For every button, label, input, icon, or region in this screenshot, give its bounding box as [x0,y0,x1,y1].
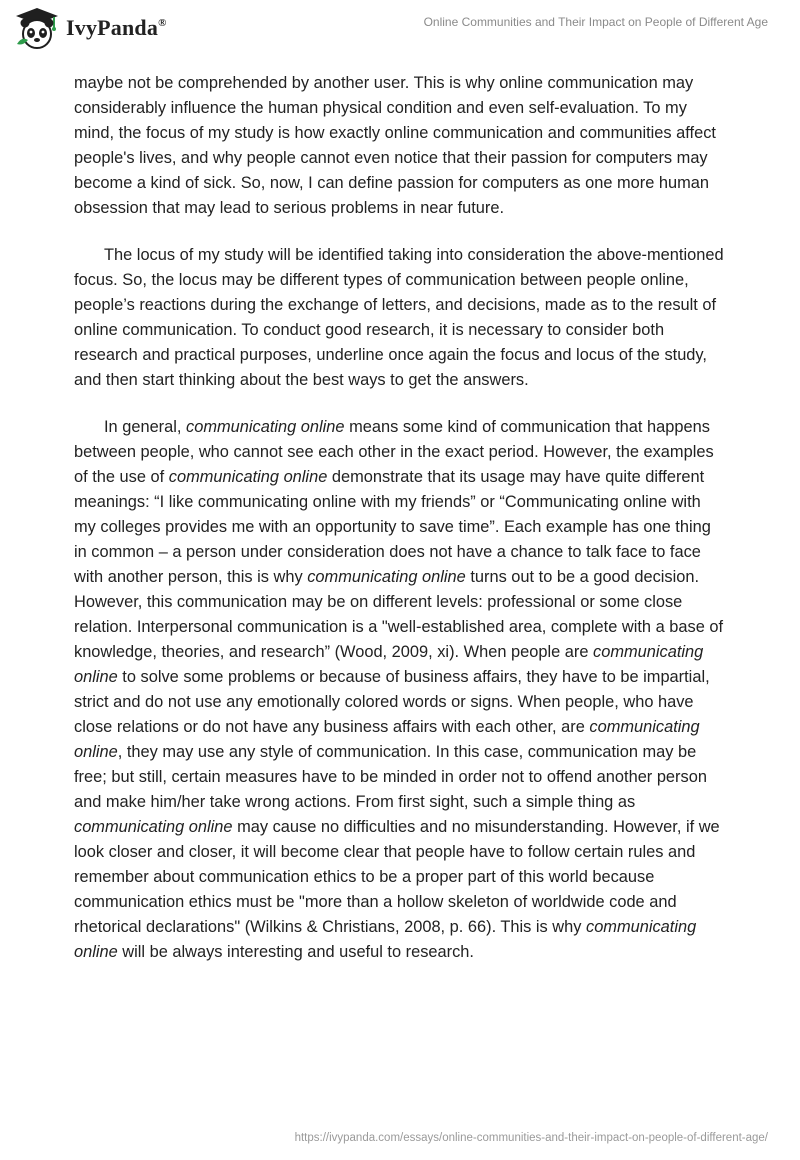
italic-term: communicating online [74,718,700,761]
italic-term: communicating online [186,418,345,436]
essay-body [74,71,724,987]
italic-term: communicating online [74,918,697,961]
italic-term: communicating online [307,568,466,586]
paragraph-3: In general, communicating online means some kind of communication that happens between people, who cannot see each other in the exact period. However, the examples of the use of communicating online demonstrate that its usage may have quite different meanings: “I like communicating online with my friends” or “Communicating online with my colleges provides me with an opportunity to save time”. Each example has one thing in common – a person under consideration does not have a chance to talk face to face with another person, this is why communicating online turns out to be a good decision. However, this communication may be on different levels: professional or some close relation. Interpersonal communication is a "well-established area, complete with a base of knowledge, theories, and research” (Wood, 2009, xi). When people are communicating online to solve some problems or because of business affairs, they have to be impartial, strict and do not use any emotionally colored words or signs. When people, who have close relations or do not have any business affairs with each other, are communicating online, they may use any style of communication. In this case, communication may be free; but still, certain measures have to be minded in order not to offend another person and make him/her take wrong actions. From first sight, such a simple thing as communicating online may cause no difficulties and no misunderstanding. However, if we look closer and closer, it will become clear that people have to follow certain rules and remember about communication ethics to be a proper part of this world because communication ethics must be "more than a hollow skeleton of worldwide code and rhetorical declarations" (Wilkins & Christians, 2008, p. 66). This is why communicating online will be always interesting and useful to research. [74,418,724,961]
footer-url-link[interactable]: https://ivypanda.com/essays/online-communities-and-their-impact-on-people-of-different-age/ [294,1132,768,1144]
ivypanda-logo[interactable] [14,6,167,50]
italic-term: communicating online [74,643,704,686]
italic-term: communicating online [74,818,233,836]
paragraph-1: maybe not be comprehended by another user. This is why online communication may considerably influence the human physical condition and even self-evaluation. To my mind, the focus of my study is how exactly online communication and communities affect people's lives, and why people cannot even notice that their passion for computers may become a kind of sick. So, now, I can define passion for computers as one more human obsession that may lead to serious problems in near future. [74,74,716,217]
logo-wordmark: IvyPanda® [66,15,167,40]
panda-icon [14,6,60,50]
italic-term: communicating online [168,468,328,486]
paragraph-2: The locus of my study will be identified taking into consideration the above-mentioned focus. So, the locus may be different types of communication between people online, people’s reactions during the exchange of letters, and decisions, made as to the result of online communication. To conduct good research, it is necessary to consider both research and practical purposes, underline once again the focus and locus of the study, and then start thinking about the best ways to get the answers. [74,246,724,389]
page-header [0,0,800,60]
document-title: Online Communities and Their Impact on People of Different Age [423,15,768,29]
